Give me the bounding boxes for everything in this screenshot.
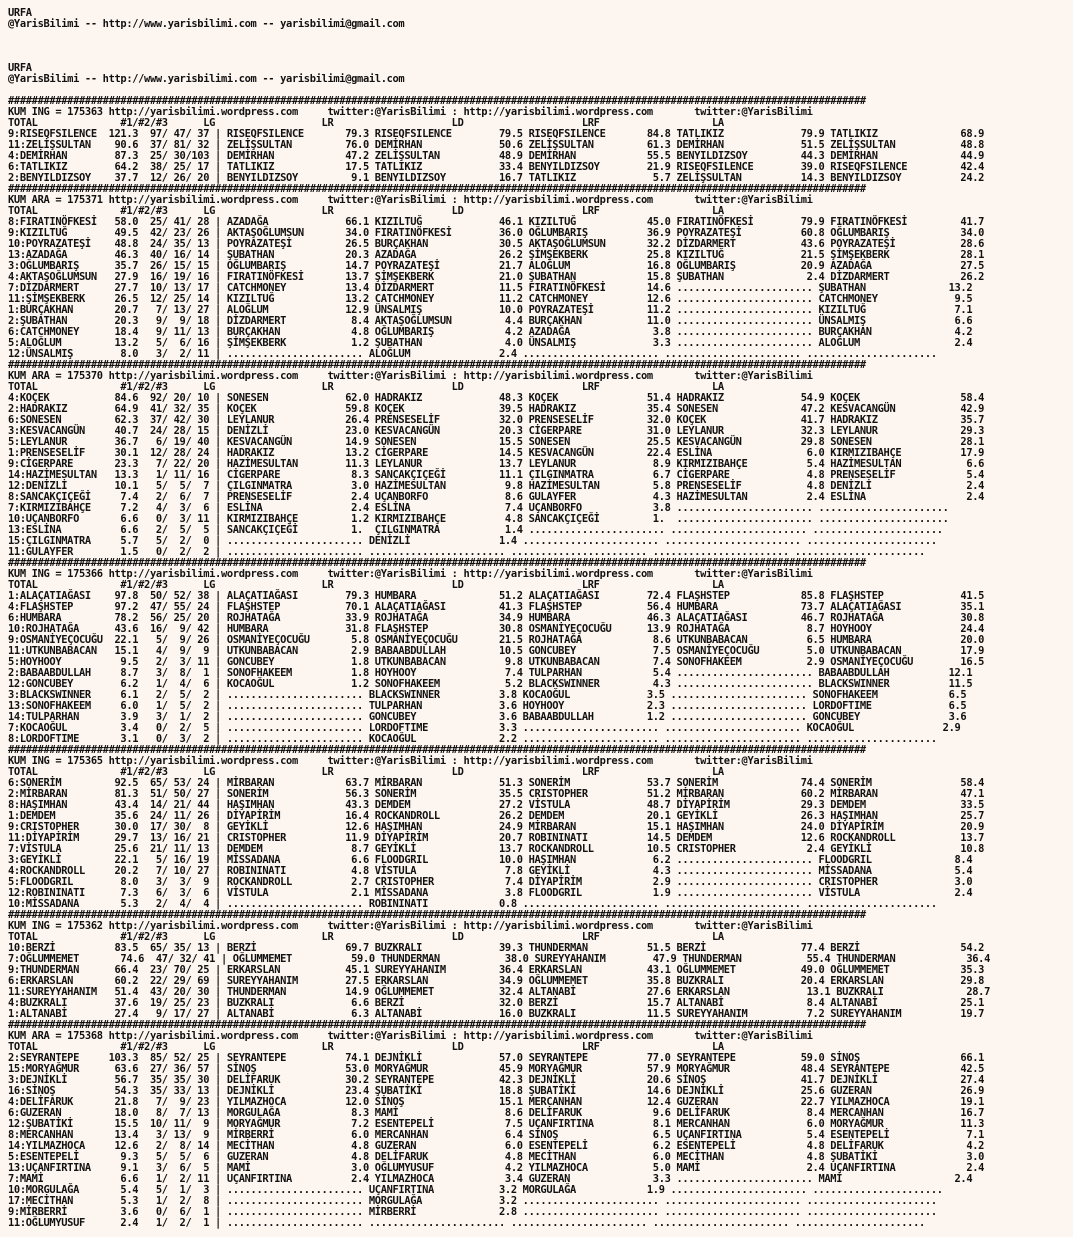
- horse-row: 6:CATCHMONEY 18.4 9/ 11/ 13 | BURÇAKHAN 4.8 OĞLUMBARIŞ 4.2 AZADAĞA 3.8 ....................... BURÇAKHAN 4.2: [8, 326, 973, 338]
- separator-line: #################################################################################################################################################: [8, 1019, 866, 1031]
- horse-row: 11:GULAYFER 1.5 0/ 2/ 2 | ....................... ....................... ....................... ....................... ......................: [8, 546, 925, 558]
- horse-row: 6:ERKARSLAN 60.2 22/ 29/ 69 | SUREYYAHANIM 27.5 ERKARSLAN 34.9 OĞLUMMEMET 35.8 BUZKRALI 20.4 ERKARSLAN 29.8: [8, 975, 985, 987]
- horse-row: 1:BURÇAKHAN 20.7 7/ 13/ 27 | ALOĞLUM 12.9 ÜNSALMIŞ 10.0 POYRAZATEŞİ 11.2 ....................... KIZILTUĞ 7.1: [8, 304, 973, 316]
- race-header-line: KUM ING = 175363 http://yarisbilimi.wordpress.com twitter:@YarisBilimi : http://yarisbilimi.wordpress.com twitter:@YarisBilimi: [8, 106, 813, 118]
- horse-row: 1:DEMDEM 35.6 24/ 11/ 26 | DİYAPİRİM 16.4 ROCKANDROLL 26.2 DEMDEM 20.1 GEYİKLİ 26.3 HAŞIMHAN 25.7: [8, 810, 985, 822]
- horse-row: 14:YILMAZHOCA 12.6 2/ 8/ 14 | MECİTHAN 4.8 GUZERAN 6.0 ESENTEPELİ 6.2 ESENTEPELİ 4.8 DELİFARUK 4.2: [8, 1140, 985, 1152]
- horse-row: 5:FLOODGRIL 8.0 3/ 3/ 9 | ROCKANDROLL 2.7 CRISTOPHER 7.4 DİYAPİRİM 2.9 ....................... CRISTOPHER 3.0: [8, 876, 973, 888]
- column-header-line: TOTAL #1/#2/#3 LG LR LD LRF LA: [8, 579, 724, 591]
- horse-row: 12:ŞUBATİKİ 15.5 10/ 11/ 9 | MORYAĞMUR 7.2 ESENTEPELİ 7.5 UÇANFIRTINA 8.1 MERCANHAN 6.0 MORYAĞMUR 11.3: [8, 1118, 985, 1130]
- horse-row: 6:SONESEN 62.3 37/ 42/ 30 | LEYLANUR 26.4 PRENSESELİF 32.0 PRENSESELİF 32.0 KOÇEK 41.7 HADRAKIZ 35.7: [8, 414, 985, 426]
- horse-row: 2:SEYRANTEPE 103.3 85/ 52/ 25 | SEYRANTEPE 74.1 DEJNİKLİ 57.0 SEYRANTEPE 77.0 SEYRANTEPE 59.0 SİNOŞ 66.1: [8, 1052, 985, 1064]
- horse-row: 6:SONERİM 92.5 65/ 53/ 24 | MİRBARAN 63.7 MİRBARAN 51.3 SONERİM 53.7 SONERİM 74.4 SONERİM 58.4: [8, 777, 985, 789]
- horse-row: 4:FLAŞHSTEP 97.2 47/ 55/ 24 | FLAŞHSTEP 70.1 ALAÇATIAĞASI 41.3 FLAŞHSTEP 56.4 HUMBARA 73.7 ALAÇATIAĞASI 35.1: [8, 601, 985, 613]
- horse-row: 4:BUZKRALI 37.6 19/ 25/ 23 | BUZKRALI 6.6 BERZİ 32.0 BERZİ 15.7 ALTANABİ 8.4 ALTANABİ 25.1: [8, 997, 985, 1009]
- horse-row: 9:KIZILTUĞ 49.5 42/ 23/ 26 | AKTAŞOĞLUMSUN 34.0 FIRATINÖFKESİ 36.0 OĞLUMBARIŞ 36.9 POYRAZATEŞİ 60.8 OĞLUMBARIŞ 34.0: [8, 227, 985, 239]
- column-header-line: TOTAL #1/#2/#3 LG LR LD LRF LA: [8, 117, 724, 129]
- horse-row: 7:OĞLUMMEMET 74.6 47/ 32/ 41 | OĞLUMMEMET 59.0 THUNDERMAN 38.0 SUREYYAHANIM 47.9 THUNDERMAN 55.4 THUNDERMAN 36.4: [8, 953, 991, 965]
- horse-row: 16:SİNOŞ 54.3 35/ 33/ 13 | DEJNİKLİ 23.4 ŞUBATİKİ 18.8 ŞUBATİKİ 14.6 DEJNİKLİ 25.6 GUZERAN 26.9: [8, 1085, 985, 1097]
- horse-row: 13:SONOFHAKEEM 6.0 1/ 5/ 2 | ....................... TULPARHAN 3.6 HOYHOOY 2.3 ....................... LORDOFTIME 6.5: [8, 700, 967, 712]
- horse-row: 1:ALTANABİ 27.4 9/ 17/ 27 | ALTANABİ 6.3 ALTANABİ 16.0 BUZKRALI 11.5 SUREYYAHANIM 7.2 SUREYYAHANIM 19.7: [8, 1008, 985, 1020]
- race-stats-document: [8, 8, 1068, 1229]
- column-header-line: TOTAL #1/#2/#3 LG LR LD LRF LA: [8, 205, 724, 217]
- separator-line: #################################################################################################################################################: [8, 359, 866, 371]
- race-header-line: KUM ING = 175362 http://yarisbilimi.wordpress.com twitter:@YarisBilimi : http://yarisbilimi.wordpress.com twitter:@YarisBilimi: [8, 920, 813, 932]
- horse-row: 11:OĞLUMYUSUF 2.4 1/ 2/ 1 | ....................... ....................... ....................... ....................... ......................: [8, 1217, 925, 1229]
- horse-row: 6:GUZERAN 18.0 8/ 7/ 13 | MORGULAĞA 8.3 MAMİ 8.6 DELİFARUK 9.6 DELİFARUK 8.4 MERCANHAN 16.7: [8, 1107, 985, 1119]
- column-header-line: TOTAL #1/#2/#3 LG LR LD LRF LA: [8, 766, 724, 778]
- horse-row: 13:ESLİNA 6.6 2/ 5/ 5 | SANCAKÇIÇEĞİ 1. ÇILGINMATRA 1.4 ....................... ....................... ......................: [8, 524, 943, 536]
- separator-line: #################################################################################################################################################: [8, 557, 866, 569]
- horse-row: 2:BENYILDIZSOY 37.7 12/ 26/ 20 | BENYILDIZSOY 9.1 BENYILDIZSOY 16.7 TATLIKIZ 5.7 ZELİŞSULTAN 14.3 BENYILDIZSOY 24.2: [8, 172, 985, 184]
- horse-row: 4:DELİFARUK 21.8 7/ 9/ 23 | YILMAZHOCA 12.0 SİNOŞ 15.1 MERCANHAN 12.4 GUZERAN 22.7 YILMAZHOCA 19.1: [8, 1096, 985, 1108]
- horse-row: 7:MAMİ 6.6 1/ 2/ 11 | UÇANFIRTINA 2.4 YILMAZHOCA 3.4 GUZERAN 3.3 ....................... MAMİ 2.4: [8, 1173, 973, 1185]
- horse-row: 10:UÇANBORFO 6.6 0/ 3/ 11 | KIRMIZIBAHÇE 1.2 KIRMIZIBAHÇE 4.8 SANCAKÇIÇEĞİ 1. ....................... ......................: [8, 513, 949, 525]
- horse-row: 9:MİRBERRİ 3.6 0/ 6/ 1 | ....................... MİRBERRİ 2.8 ....................... ....................... ......................: [8, 1206, 937, 1218]
- horse-row: 5:ESENTEPELİ 9.3 5/ 5/ 6 | GUZERAN 4.8 DELİFARUK 4.8 MECİTHAN 6.0 MECİTHAN 4.8 ŞUBATİKİ 3.0: [8, 1151, 985, 1163]
- horse-row: 10:BERZİ 83.5 65/ 35/ 13 | BERZİ 69.7 BUZKRALI 39.3 THUNDERMAN 51.5 BERZİ 77.4 BERZİ 54.2: [8, 942, 985, 954]
- text-line: @YarisBilimi -- http://www.yarisbilimi.com -- yarisbilimi@gmail.com: [8, 18, 405, 30]
- separator-line: #################################################################################################################################################: [8, 95, 866, 107]
- horse-row: 8:LORDOFTIME 3.1 0/ 3/ 2 | ....................... KOCAOĞUL 2.2 ....................... ....................... ......................: [8, 733, 937, 745]
- horse-row: 9:CRISTOPHER 30.0 17/ 30/ 8 | GEYİKLİ 12.6 HAŞIMHAN 24.9 MİRBARAN 15.1 HAŞIMHAN 24.0 DİYAPİRİM 20.9: [8, 821, 985, 833]
- horse-row: 4:ROCKANDROLL 20.2 7/ 10/ 27 | ROBININATI 4.8 VİSTULA 7.8 GEYİKLİ 4.3 ....................... MİSSADANA 5.4: [8, 865, 973, 877]
- column-header-line: TOTAL #1/#2/#3 LG LR LD LRF LA: [8, 381, 724, 393]
- horse-row: 7:VİSTULA 25.6 21/ 11/ 13 | DEMDEM 8.7 GEYİKLİ 13.7 ROCKANDROLL 10.5 CRISTOPHER 2.4 GEYİKLİ 10.8: [8, 843, 985, 855]
- horse-row: 7:KIRMIZIBAHÇE 7.2 4/ 3/ 6 | ESLİNA 2.4 ESLİNA 7.4 UÇANBORFO 3.8 ....................... ......................: [8, 502, 949, 514]
- horse-row: 12:ROBININATI 7.3 6/ 3/ 6 | VİSTULA 2.1 MİSSADANA 3.8 FLOODGRIL 1.9 ....................... VİSTULA 2.4: [8, 887, 973, 899]
- horse-row: 15:MORYAĞMUR 63.6 27/ 36/ 57 | SİNOŞ 53.0 MORYAĞMUR 45.9 MORYAĞMUR 57.9 MORYAĞMUR 48.4 SEYRANTEPE 42.5: [8, 1063, 985, 1075]
- text-line: @YarisBilimi -- http://www.yarisbilimi.com -- yarisbilimi@gmail.com: [8, 73, 405, 85]
- horse-row: 7:KOCAOĞUL 3.4 0/ 2/ 5 | ....................... LORDOFTIME 3.3 ....................... ....................... KOCAOĞUL 2.9: [8, 722, 961, 734]
- horse-row: 3:DEJNİKLİ 56.7 35/ 35/ 30 | DELİFARUK 30.2 SEYRANTEPE 42.3 DEJNİKLİ 20.6 SİNOŞ 41.7 DEJNİKLİ 27.4: [8, 1074, 985, 1086]
- horse-row: 13:UÇANFIRTINA 9.1 3/ 6/ 5 | MAMİ 3.0 OĞLUMYUSUF 4.2 YILMAZHOCA 5.0 MAMİ 2.4 UÇANFIRTINA 2.4: [8, 1162, 985, 1174]
- race-header-line: KUM ARA = 175370 http://yarisbilimi.wordpress.com twitter:@YarisBilimi : http://yarisbilimi.wordpress.com twitter:@YarisBilimi: [8, 370, 813, 382]
- blank-line: [8, 52, 1068, 63]
- horse-row: 13:AZADAĞA 46.3 40/ 16/ 14 | ŞUBATHAN 20.3 AZADAĞA 26.2 ŞİMŞEKBERK 25.8 KIZILTUĞ 21.5 ŞİMŞEKBERK 28.1: [8, 249, 985, 261]
- blank-line: [8, 41, 1068, 52]
- horse-row: 4:AKTAŞOĞLUMSUN 27.9 16/ 19/ 16 | FIRATINÖFKESİ 13.7 ŞİMŞEKBERK 21.0 ŞUBATHAN 15.8 ŞUBATHAN 2.4 DİZDARMERT 26.2: [8, 271, 985, 283]
- horse-row: 12:DENİZLİ 10.1 5/ 5/ 7 | ÇILGINMATRA 3.0 HAZİMESULTAN 9.8 HAZİMESULTAN 5.8 PRENSESELİF 4.8 DENİZLİ 2.4: [8, 480, 985, 492]
- horse-row: 12:ÜNSALMIŞ 8.0 3/ 2/ 11 | ....................... ALOĞLUM 2.4 ....................... ....................... ......................: [8, 348, 937, 360]
- horse-row: 5:LEYLANUR 36.7 6/ 19/ 40 | KESVACANGÜN 14.9 SONESEN 15.5 SONESEN 25.5 KESVACANGÜN 29.8 SONESEN 28.1: [8, 436, 985, 448]
- column-header-line: TOTAL #1/#2/#3 LG LR LD LRF LA: [8, 1041, 724, 1053]
- horse-row: 8:FIRATINÖFKESİ 58.0 25/ 41/ 28 | AZADAĞA 66.1 KIZILTUĞ 46.1 KIZILTUĞ 45.0 FIRATINÖFKESİ 79.9 FIRATINÖFKESİ 41.7: [8, 216, 985, 228]
- horse-row: 3:BLACKSWINNER 6.1 2/ 5/ 2 | ....................... BLACKSWINNER 3.8 KOCAOĞUL 3.5 ....................... SONOFHAKEEM 6.5: [8, 689, 967, 701]
- text-line: URFA: [8, 62, 32, 74]
- horse-row: 8:HAŞIMHAN 43.4 14/ 21/ 44 | HAŞIMHAN 43.3 DEMDEM 27.2 VİSTULA 48.7 DİYAPİRİM 29.3 DEMDEM 33.5: [8, 799, 985, 811]
- horse-row: 2:HADRAKIZ 64.9 41/ 32/ 35 | KOÇEK 59.8 KOÇEK 39.5 HADRAKIZ 35.4 SONESEN 47.2 KESVACANGÜN 42.9: [8, 403, 985, 415]
- horse-row: 11:DİYAPİRİM 29.7 13/ 16/ 21 | CRISTOPHER 11.9 DİYAPİRİM 20.7 ROBININATI 14.5 DEMDEM 12.6 ROCKANDROLL 13.7: [8, 832, 985, 844]
- horse-row: 9:CİGERPARE 23.3 7/ 22/ 20 | HAZİMESULTAN 11.3 LEYLANUR 13.7 LEYLANUR 8.9 KIRMIZIBAHÇE 5.4 HAZİMESULTAN 6.6: [8, 458, 985, 470]
- horse-row: 3:GEYİKLİ 22.1 5/ 16/ 19 | MİSSADANA 6.6 FLOODGRIL 10.0 HAŞIMHAN 6.2 ....................... FLOODGRIL 8.4: [8, 854, 973, 866]
- horse-row: 2:ŞUBATHAN 20.3 9/ 9/ 18 | DİZDARMERT 8.4 AKTAŞOĞLUMSUN 4.4 BURÇAKHAN 11.0 ....................... ÜNSALMIŞ 6.6: [8, 315, 973, 327]
- horse-row: 10:MORGULAĞA 5.4 5/ 1/ 3 | ....................... UÇANFIRTINA 3.2 MORGULAĞA 1.9 ....................... ......................: [8, 1184, 943, 1196]
- horse-row: 9:THUNDERMAN 66.4 23/ 70/ 25 | ERKARSLAN 45.1 SUREYYAHANIM 36.4 ERKARSLAN 43.1 OĞLUMMEMET 49.0 OĞLUMMEMET 35.3: [8, 964, 985, 976]
- horse-row: 1:PRENSESELİF 30.1 12/ 28/ 24 | HADRAKIZ 13.2 CİGERPARE 14.5 KESVACANGÜN 22.4 ESLİNA 6.0 KIRMIZIBAHÇE 17.9: [8, 447, 985, 459]
- horse-row: 14:TULPARHAN 3.9 3/ 1/ 2 | ....................... GONCUBEY 3.6 BABAABDULLAH 1.2 ....................... GONCUBEY 3.6: [8, 711, 967, 723]
- horse-row: 3:OĞLUMBARIŞ 35.7 26/ 15/ 15 | OĞLUMBARIŞ 14.7 POYRAZATEŞİ 21.7 ALOĞLUM 16.8 OĞLUMBARIŞ 20.9 AZADAĞA 27.5: [8, 260, 985, 272]
- horse-row: 9:OSMANİYEÇOCUĞU 22.1 5/ 9/ 26 | OSMANİYEÇOCUĞU 5.8 OSMANİYEÇOCUĞU 21.5 ROJHATAĞA 8.6 UTKUNBABACAN 6.5 HUMBARA 20.0: [8, 634, 985, 646]
- horse-row: 5:HOYHOOY 9.5 2/ 3/ 11 | GONCUBEY 1.8 UTKUNBABACAN 9.8 UTKUNBABACAN 7.4 SONOFHAKEEM 2.9 OSMANİYEÇOCUĞU 16.5: [8, 656, 985, 668]
- horse-row: 5:ALOĞLUM 13.2 5/ 6/ 16 | ŞİMŞEKBERK 1.2 ŞUBATHAN 4.0 ÜNSALMIŞ 3.3 ....................... ALOĞLUM 2.4: [8, 337, 973, 349]
- separator-line: #################################################################################################################################################: [8, 744, 866, 756]
- race-header-line: KUM ING = 175365 http://yarisbilimi.wordpress.com twitter:@YarisBilimi : http://yarisbilimi.wordpress.com twitter:@YarisBilimi: [8, 755, 813, 767]
- horse-row: 2:BABAABDULLAH 8.7 3/ 8/ 1 | SONOFHAKEEM 1.8 HOYHOOY 7.4 TULPARHAN 5.4 ....................... BABAABDULLAH 12.1: [8, 667, 973, 679]
- horse-row: 4:KOÇEK 84.6 92/ 20/ 10 | SONESEN 62.0 HADRAKIZ 48.3 KOÇEK 51.4 HADRAKIZ 54.9 KOÇEK 58.4: [8, 392, 985, 404]
- horse-row: 10:ROJHATAĞA 43.6 16/ 9/ 42 | HUMBARA 31.8 FLAŞHSTEP 30.8 OSMANİYEÇOCUĞU 13.9 ROJHATAĞA 8.7 HOYHOOY 24.4: [8, 623, 985, 635]
- horse-row: 6:HUMBARA 78.2 56/ 25/ 20 | ROJHATAĞA 33.9 ROJHATAĞA 34.9 HUMBARA 46.3 ALAÇATIAĞASI 46.7 ROJHATAĞA 30.8: [8, 612, 985, 624]
- horse-row: 9:RISEQFSILENCE 121.3 97/ 47/ 37 | RISEQFSILENCE 79.3 RISEQFSILENCE 79.5 RISEQFSILENCE 84.8 TATLIKIZ 79.9 TATLIKIZ 68.9: [8, 128, 985, 140]
- horse-row: 2:MİRBARAN 81.3 51/ 50/ 27 | SONERİM 56.3 SONERİM 35.5 CRISTOPHER 51.2 MİRBARAN 60.2 MİRBARAN 47.1: [8, 788, 985, 800]
- horse-row: 17:MECİTHAN 5.3 1/ 2/ 8 | ....................... MORGULAĞA 3.2 ....................... ....................... ......................: [8, 1195, 937, 1207]
- horse-row: 8:SANCAKÇIÇEĞİ 7.4 2/ 6/ 7 | PRENSESELİF 2.4 UÇANBORFO 8.6 GULAYFER 4.3 HAZİMESULTAN 2.4 ESLİNA 2.4: [8, 491, 985, 503]
- race-header-line: KUM ING = 175366 http://yarisbilimi.wordpress.com twitter:@YarisBilimi : http://yarisbilimi.wordpress.com twitter:@YarisBilimi: [8, 568, 813, 580]
- horse-row: 11:ŞİMŞEKBERK 26.5 12/ 25/ 14 | KIZILTUĞ 13.2 CATCHMONEY 11.2 CATCHMONEY 12.6 ....................... CATCHMONEY 9.5: [8, 293, 973, 305]
- horse-row: 11:UTKUNBABACAN 15.1 4/ 9/ 9 | UTKUNBABACAN 2.9 BABAABDULLAH 10.5 GONCUBEY 7.5 OSMANİYEÇOCUĞU 5.0 UTKUNBABACAN 17.9: [8, 645, 985, 657]
- column-header-line: TOTAL #1/#2/#3 LG LR LD LRF LA: [8, 931, 724, 943]
- horse-row: 4:DEMİRHAN 87.3 25/ 30/103 | DEMİRHAN 47.2 ZELİŞSULTAN 48.9 DEMİRHAN 55.5 BENYILDIZSOY 44.3 DEMİRHAN 44.9: [8, 150, 985, 162]
- horse-row: 7:DİZDARMERT 27.7 10/ 13/ 17 | CATCHMONEY 13.4 DİZDARMERT 11.5 FIRATINÖFKESİ 14.6 ....................... ŞUBATHAN 13.2: [8, 282, 973, 294]
- race-header-line: KUM ARA = 175368 http://yarisbilimi.wordpress.com twitter:@YarisBilimi : http://yarisbilimi.wordpress.com twitter:@YarisBilimi: [8, 1030, 813, 1042]
- horse-row: 10:POYRAZATEŞİ 48.8 24/ 35/ 13 | POYRAZATEŞİ 26.5 BURÇAKHAN 30.5 AKTAŞOĞLUMSUN 32.2 DİZDARMERT 43.6 POYRAZATEŞİ 28.6: [8, 238, 985, 250]
- race-header-line: KUM ARA = 175371 http://yarisbilimi.wordpress.com twitter:@YarisBilimi : http://yarisbilimi.wordpress.com twitter:@YarisBilimi: [8, 194, 813, 206]
- horse-row: 15:ÇILGINMATRA 5.7 5/ 2/ 0 | ....................... DENİZLİ 1.4 ....................... ....................... ......................: [8, 535, 937, 547]
- horse-row: 11:SUREYYAHANIM 51.4 43/ 20/ 30 | THUNDERMAN 14.9 OĞLUMMEMET 32.4 ALTANABİ 27.6 ERKARSLAN 13.1 BUZKRALI 28.7: [8, 986, 991, 998]
- separator-line: #################################################################################################################################################: [8, 909, 866, 921]
- horse-row: 14:HAZİMESULTAN 13.3 1/ 11/ 16 | CİGERPARE 8.3 SANCAKÇIÇEĞİ 11.1 ÇILGINMATRA 6.7 CİGERPARE 4.8 PRENSESELİF 5.4: [8, 469, 985, 481]
- horse-row: 8:MERCANHAN 13.4 3/ 13/ 9 | MİRBERRİ 6.0 MERCANHAN 6.4 SİNOŞ 6.5 UÇANFIRTINA 5.4 ESENTEPELİ 7.1: [8, 1129, 985, 1141]
- horse-row: 11:ZELİŞSULTAN 90.6 37/ 81/ 32 | ZELİŞSULTAN 76.0 DEMİRHAN 50.6 ZELİŞSULTAN 61.3 DEMİRHAN 51.5 ZELİŞSULTAN 48.8: [8, 139, 985, 151]
- horse-row: 12:GONCUBEY 6.2 1/ 4/ 6 | KOCAOĞUL 1.2 SONOFHAKEEM 5.2 BLACKSWINNER 4.3 ....................... BLACKSWINNER 11.5: [8, 678, 973, 690]
- horse-row: 1:ALAÇATIAĞASI 97.8 50/ 52/ 38 | ALAÇATIAĞASI 79.3 HUMBARA 51.2 ALAÇATIAĞASI 72.4 FLAŞHSTEP 85.8 FLAŞHSTEP 41.5: [8, 590, 985, 602]
- horse-row: 6:TATLIKIZ 64.2 38/ 25/ 17 | TATLIKIZ 17.5 TATLIKIZ 33.4 BENYILDIZSOY 21.9 RISEQFSILENCE 39.0 RISEQFSILENCE 42.4: [8, 161, 985, 173]
- text-line: URFA: [8, 8, 32, 19]
- horse-row: 3:KESVACANGÜN 40.7 24/ 28/ 15 | DENİZLİ 23.0 KESVACANGÜN 20.3 CİGERPARE 31.0 LEYLANUR 32.3 LEYLANUR 29.3: [8, 425, 985, 437]
- blank-line: [8, 30, 1068, 41]
- horse-row: 10:MİSSADANA 5.3 2/ 4/ 4 | ....................... ROBININATI 0.8 ....................... ....................... ......................: [8, 898, 937, 910]
- separator-line: #################################################################################################################################################: [8, 183, 866, 195]
